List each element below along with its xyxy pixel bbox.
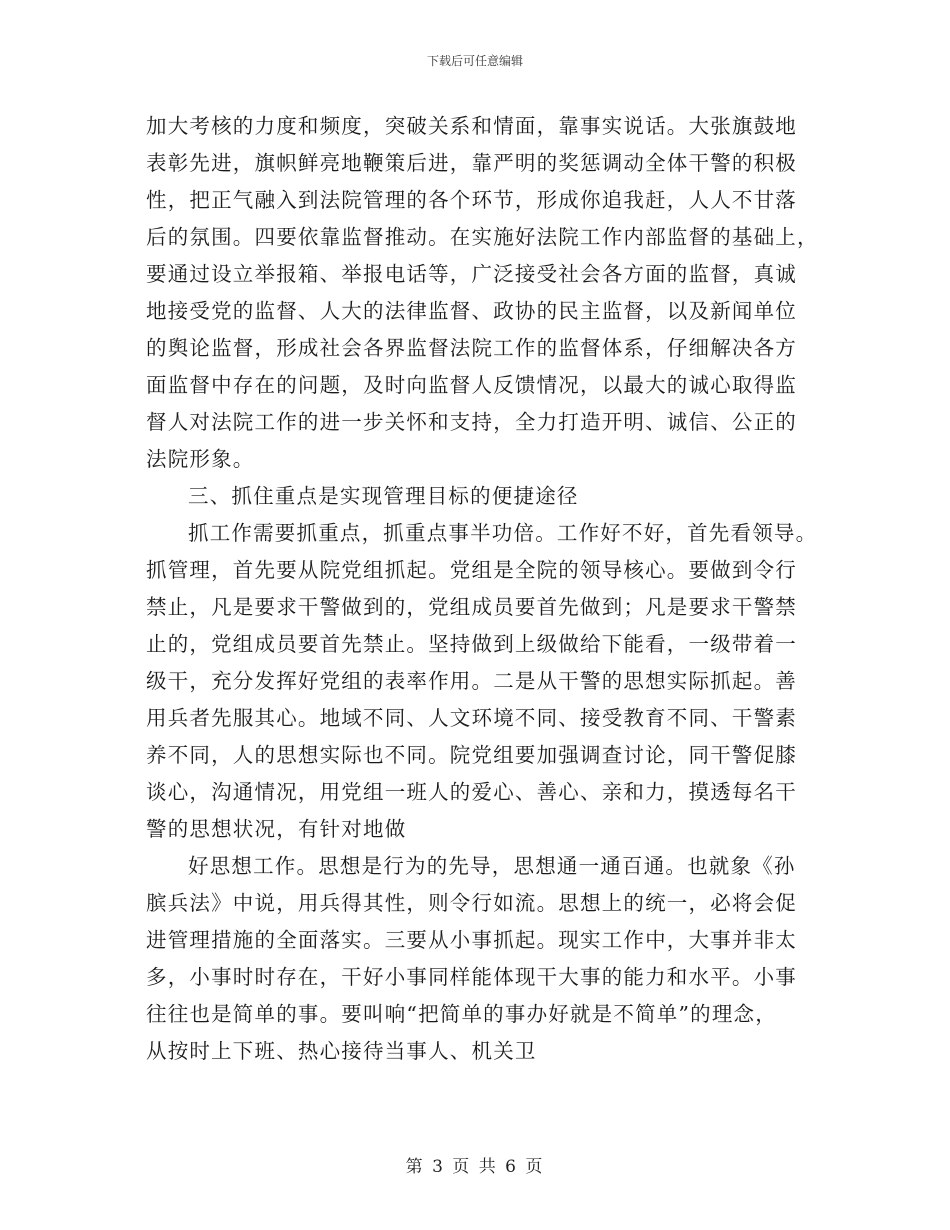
text-line: 级干，充分发挥好党组的表率作用。二是从干警的思想实际抓起。善 xyxy=(146,669,797,693)
text-line: 往往也是简单的事。要叫响“把简单的事办好就是不简单”的理念， xyxy=(146,1002,777,1026)
text-line: 从按时上下班、热心接待当事人、机关卫 xyxy=(146,1039,537,1063)
page-number: 第 3 页 共 6 页 xyxy=(405,1157,545,1177)
text-line: 督人对法院工作的进一步关怀和支持，全力打造开明、诚信、公正的 xyxy=(146,410,797,434)
text-line: 面监督中存在的问题，及时向监督人反馈情况，以最大的诚心取得监 xyxy=(146,373,797,397)
text-line: 用兵者先服其心。地域不同、人文环境不同、接受教育不同、干警素 xyxy=(146,706,797,730)
text-line: 地接受党的监督、人大的法律监督、政协的民主监督，以及新闻单位 xyxy=(146,299,797,323)
text-line: 进管理措施的全面落实。三要从小事抓起。现实工作中，大事并非太 xyxy=(146,928,797,952)
text-line: 法院形象。 xyxy=(146,447,255,471)
text-line: 抓管理，首先要从院党组抓起。党组是全院的领导核心。要做到令行 xyxy=(146,558,797,582)
text-line: 警的思想状况，有针对地做 xyxy=(146,817,407,841)
text-line: 谈心，沟通情况，用党组一班人的爱心、善心、亲和力，摸透每名干 xyxy=(146,780,797,804)
text-line: 要通过设立举报箱、举报电话等，广泛接受社会各方面的监督，真诚 xyxy=(146,262,797,286)
text-line: 好思想工作。思想是行为的先导，思想通一通百通。也就象《孙 xyxy=(188,854,796,878)
text-line: 养不同，人的思想实际也不同。院党组要加强调查讨论，同干警促膝 xyxy=(146,743,797,767)
text-line: 加大考核的力度和频度，突破关系和情面，靠事实说话。大张旗鼓地 xyxy=(146,114,797,138)
text-line: 抓工作需要抓重点，抓重点事半功倍。工作好不好，首先看领导。 xyxy=(188,521,818,545)
text-line: 表彰先进，旗帜鲜亮地鞭策后进，靠严明的奖惩调动全体干警的积极 xyxy=(146,151,797,175)
text-line: 多，小事时时存在，干好小事同样能体现干大事的能力和水平。小事 xyxy=(146,965,797,989)
text-line: 禁止，凡是要求干警做到的，党组成员要首先做到；凡是要求干警禁 xyxy=(146,595,797,619)
text-line: 止的，党组成员要首先禁止。坚持做到上级做给下能看，一级带着一 xyxy=(146,632,797,656)
text-line: 膑兵法》中说，用兵得其性，则令行如流。思想上的统一，必将会促 xyxy=(146,891,797,915)
text-line: 性，把正气融入到法院管理的各个环节，形成你追我赶，人人不甘落 xyxy=(146,188,797,212)
text-line: 的舆论监督，形成社会各界监督法院工作的监督体系，仔细解决各方 xyxy=(146,336,797,360)
body-text xyxy=(146,108,826,1070)
section-heading: 三、抓住重点是实现管理目标的便捷途径 xyxy=(188,484,579,508)
text-line: 后的氛围。四要依靠监督推动。在实施好法院工作内部监督的基础上， xyxy=(146,225,819,249)
page-header: 下载后可任意编辑 xyxy=(426,54,523,68)
